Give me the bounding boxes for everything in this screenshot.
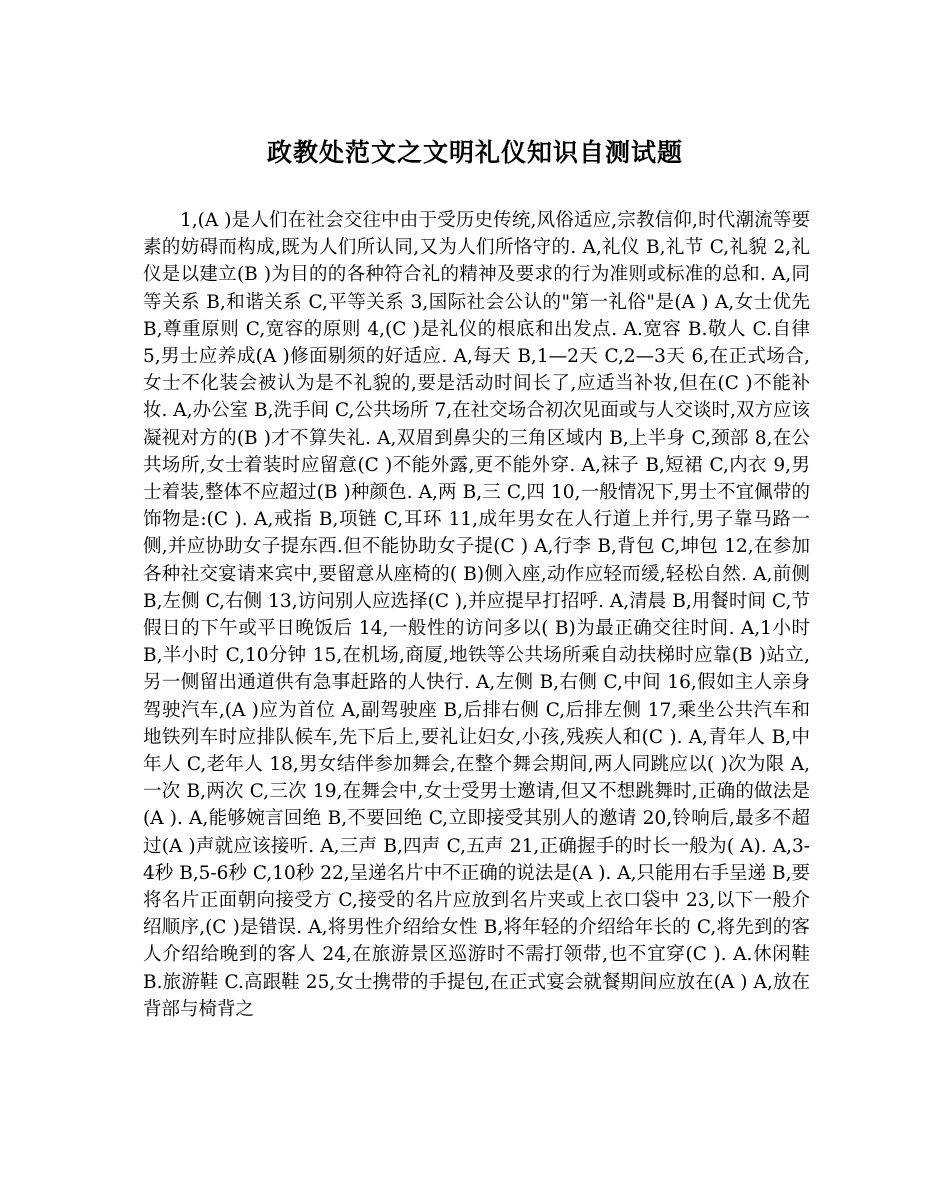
document-title: 政教处范文之文明礼仪知识自测试题	[266, 138, 683, 167]
document-body: 1,(A )是人们在社会交往中由于受历史传统,风俗适应,宗教信仰,时代潮流等要素的妨碍而构成,既为人们所认同,又为人们所恪守的. A,礼仪 B,礼节 C,礼貌 2,礼仪是以建立(B )为目的的各种符合礼的精神及要求的行为准则或标准的总和. A,同等关系 B,和谐关系 C,平等关系 3,国际社会公认的"第一礼俗"是(A ) A,女士优先 B,尊重原则 C,宽容的原则 4,(C )是礼仪的根底和出发点. A.宽容 B.敬人 C.自律 5,男士应养成(A )修面剔须的好适应. A,每天 B,1—2天 C,2—3天 6,在正式场合,女士不化装会被认为是不礼貌的,要是活动时间长了,应适当补妆,但在(C )不能补妆. A,办公室 B,洗手间 C,公共场所 7,在社交场合初次见面或与人交谈时,双方应该凝视对方的(B )才不算失礼. A,双眉到鼻尖的三角区域内 B,上半身 C,颈部 8,在公共场所,女士着装时应留意(C )不能外露,更不能外穿. A,袜子 B,短裙 C,内衣 9,男士着装,整体不应超过(B )种颜色. A,两 B,三 C,四 10,一般情况下,男士不宜佩带的饰物是:(C ). A,戒指 B,项链 C,耳环 11,成年男女在人行道上并行,男子靠马路一侧,并应协助女子提东西.但不能协助女子提(C ) A,行李 B,背包 C,坤包 12,在参加各种社交宴请来宾中,要留意从座椅的( B)侧入座,动作应轻而缓,轻松自然. A,前侧 B,左侧 C,右侧 13,访问别人应选择(C ),并应提早打招呼. A,清晨 B,用餐时间 C,节假日的下午或平日晚饭后 14,一般性的访问多以( B)为最正确交往时间. A,1小时 B,半小时 C,10分钟 15,在机场,商厦,地铁等公共场所乘自动扶梯时应靠(B )站立,另一侧留出通道供有急事赶路的人快行. A,左侧 B,右侧 C,中间 16,假如主人亲身驾驶汽车,(A )应为首位 A,副驾驶座 B,后排右侧 C,后排左侧 17,乘坐公共汽车和地铁列车时应排队候车,先下后上,要礼让妇女,小孩,残疾人和(C ). A,青年人 B,中年人 C,老年人 18,男女结伴参加舞会,在整个舞会期间,两人同跳应以( )次为限 A,一次 B,两次 C,三次 19,在舞会中,女士受男士邀请,但又不想跳舞时,正确的做法是(A ). A,能够婉言回绝 B,不要回绝 C,立即接受其别人的邀请 20,铃响后,最多不超过(A )声就应该接听. A,三声 B,四声 C,五声 21,正确握手的时长一般为( A). A,3-4秒 B,5-6秒 C,10秒 22,呈递名片中不正确的说法是(A ). A,只能用右手呈递 B,要将名片正面朝向接受方 C,接受的名片应放到名片夹或上衣口袋中 23,以下一般介绍顺序,(C )是错误. A,将男性介绍给女性 B,将年轻的介绍给年长的 C,将先到的客人介绍给晚到的客人 24,在旅游景区巡游时不需打领带,也不宜穿(C ). A.休闲鞋 B.旅游鞋 C.高跟鞋 25,女士携带的手提包,在正式宴会就餐期间应放在(A ) A,放在背部与椅背之	[143, 210, 810, 1020]
